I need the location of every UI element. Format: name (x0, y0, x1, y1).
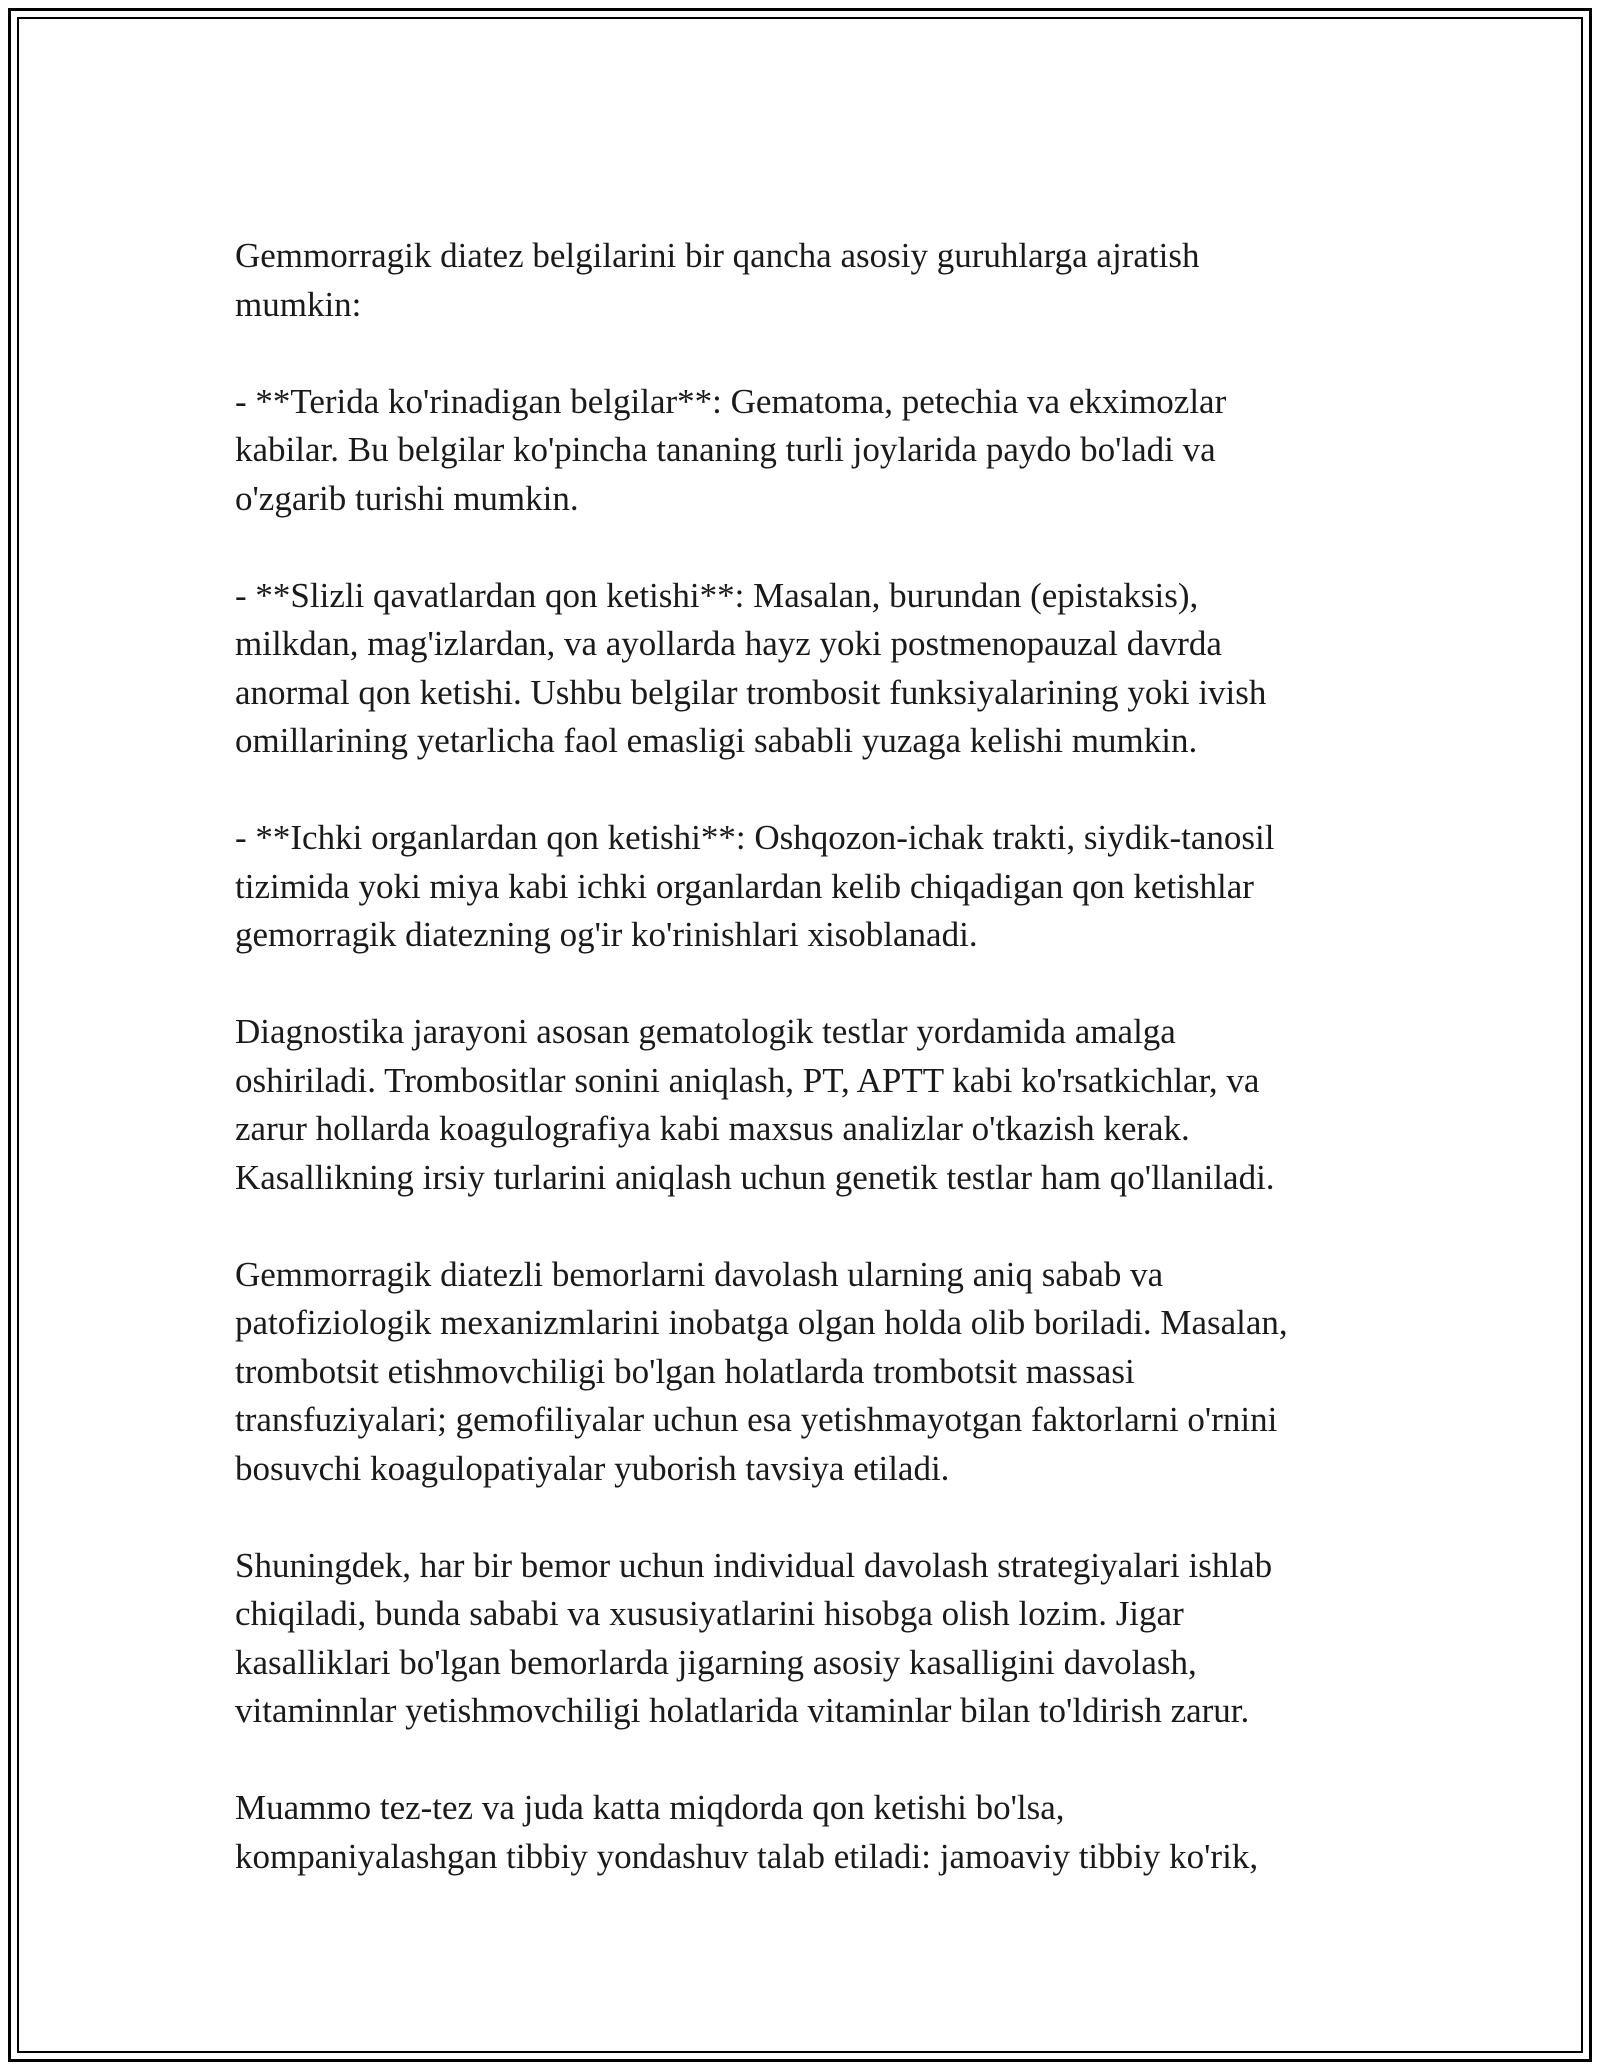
paragraph-mucosal-bleeding: - **Slizli qavatlardan qon ketishi**: Masalan, burundan (epistaksis), milkdan, mag'izlardan, va ayollarda hayz yoki postmenopauzal davrda anormal qon ketishi. Ushbu belgilar trombosit funksiyalarining yoki ivish omillarining yetarlicha faol emasligi sababli yuzaga kelishi mumkin. (235, 575, 1267, 760)
paragraph-individual-strategy: Shuningdek, har bir bemor uchun individual davolash strategiyalari ishlab chiqiladi, bunda sababi va xususiyatlarini hisobga olish lozim. Jigar kasalliklari bo'lgan bemorlarda jigarning asosiy kasalligini davolash, vitaminnlar yetishmovchiligi holatlarida vitaminlar bilan to'ldirish zarur. (235, 1545, 1273, 1730)
paragraph-intro: Gemmorragik diatez belgilarini bir qancha asosiy guruhlarga ajratish mumkin: (235, 236, 1200, 324)
paragraph-diagnostics: Diagnostika jarayoni asosan gematologik testlar yordamida amalga oshiriladi. Trombositlar sonini aniqlash, PT, APTT kabi ko'rsatkichlar, va zarur hollarda koagulografiya kabi maxsus analizlar o'tkazish kerak. Kasallikning irsiy turlarini aniqlash uchun genetik testlar ham qo'llaniladi. (235, 1012, 1275, 1197)
document-body (235, 232, 1365, 1930)
paragraph-treatment: Gemmorragik diatezli bemorlarni davolash ularning aniq sabab va patofiziologik mexanizmlarini inobatga olgan holda olib boriladi. Masalan, trombotsit etishmovchiligi bo'lgan holatlarda trombotsit massasi transfuziyalari; gemofiliyalar uchun esa yetishmayotgan faktorlarni o'rnini bosuvchi koagulopatiyalar yuborish tavsiya etiladi. (235, 1254, 1288, 1488)
paragraph-skin-signs: - **Terida ko'rinadigan belgilar**: Gematoma, petechia va ekximozlar kabilar. Bu belgilar ko'pincha tananing turli joylarida paydo bo'ladi va o'zgarib turishi mumkin. (235, 381, 1227, 518)
paragraph-severe-bleeding: Muammo tez-tez va juda katta miqdorda qon ketishi bo'lsa, kompaniyalashgan tibbiy yondashuv talab etiladi: jamoaviy tibbiy ko'rik, (235, 1788, 1259, 1876)
paragraph-internal-bleeding: - **Ichki organlardan qon ketishi**: Oshqozon-ichak trakti, siydik-tanosil tizimida yoki miya kabi ichki organlardan kelib chiqadigan qon ketishlar gemorragik diatezning og'ir ko'rinishlari xisoblanadi. (235, 818, 1275, 954)
